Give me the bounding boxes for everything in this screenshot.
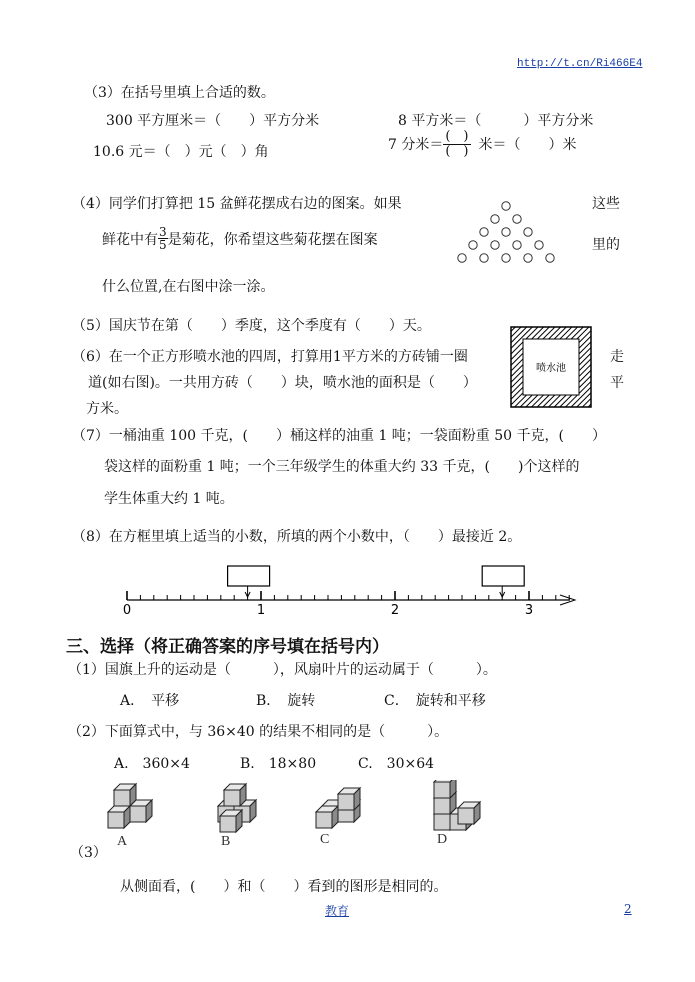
unit-cube (108, 806, 130, 828)
flower-pot[interactable] (491, 215, 499, 223)
s3-q2: （2）下面算式中，与 36×40 的结果不相同的是（ ）。 (68, 724, 449, 740)
q3-a1: 300 平方厘米＝（ ）平方分米 (106, 113, 320, 129)
answer-box[interactable] (228, 566, 270, 586)
flower-pot[interactable] (502, 202, 510, 210)
q4-line2-post: 是菊花，你希望这些菊花摆在图案 (167, 231, 378, 248)
flower-pot[interactable] (480, 228, 488, 236)
number-line (115, 562, 585, 622)
flower-pot[interactable] (502, 254, 510, 262)
q3-b2 (388, 130, 577, 158)
flower-pot[interactable] (491, 241, 499, 249)
unit-cube (220, 810, 242, 832)
s3-q3-text: 从侧面看，( ）和（ ）看到的图形是相同的。 (120, 879, 448, 895)
q3-b2-fraction (443, 130, 470, 158)
flower-pot[interactable] (458, 254, 466, 262)
flower-pot[interactable] (513, 215, 521, 223)
cube-label-c: C (320, 832, 330, 847)
q7-line3: 学生体重大约 1 吨。 (104, 491, 234, 507)
page-number[interactable]: 2 (624, 902, 632, 916)
answer-box[interactable] (482, 566, 524, 586)
flower-pot[interactable] (524, 228, 532, 236)
cube-label-a: A (117, 834, 128, 849)
fountain-pool-diagram (510, 326, 592, 408)
s3-q2-option-a: A. 360×4 (114, 756, 190, 772)
flower-pattern (440, 198, 580, 268)
s3-q1-option-b: B． 旋转 (256, 693, 316, 709)
footer-link[interactable]: 教育 (325, 904, 350, 918)
s3-q1-option-c: C． 旋转和平移 (384, 693, 486, 709)
q5-text: （5）国庆节在第（ ）季度，这个季度有（ ）天。 (72, 318, 431, 334)
unit-cube (114, 784, 136, 806)
q6-line1: （6）在一个正方形喷水池的四周，打算用1平方米的方砖铺一圈 (72, 349, 468, 365)
q7-line1: （7）一桶油重 100 千克，( ）桶这样的油重 1 吨；一袋面粉重 50 千克，( ） (72, 428, 606, 444)
q4-frac-den: 5 (159, 238, 167, 252)
flower-pot[interactable] (546, 254, 554, 262)
q4-frac-num: 3 (159, 225, 167, 239)
tick-label: 0 (122, 603, 132, 618)
q8-text: （8）在方框里填上适当的小数，所填的两个小数中，（ ）最接近 2。 (72, 529, 522, 545)
s3-q3-label: （3） (70, 845, 107, 861)
q4-line1: （4）同学们打算把 15 盆鲜花摆成右边的图案。如果 (72, 196, 402, 212)
unit-cube (434, 780, 456, 798)
q7-line2: 袋这样的面粉重 1 吨；一个三年级学生的体重大约 33 千克，( )个这样的 (104, 459, 580, 475)
q3-a2: 8 平方米＝（ ）平方分米 (398, 113, 594, 129)
q6-line1-right: 走 (610, 349, 624, 365)
q4-line1-right: 这些 (592, 196, 620, 212)
q4-fraction (158, 226, 168, 251)
tick-label: 1 (256, 603, 266, 618)
s3-q2-option-b: B. 18×80 (240, 756, 317, 772)
q3-b2-pre: 7 分米＝ (388, 137, 444, 154)
pool-label: 喷水池 (536, 363, 566, 374)
cube-label-b: B (221, 834, 231, 849)
section3-title: 三、选择（将正确答案的序号填在括号内） (66, 637, 389, 657)
q3-b2-num: ( ) (445, 129, 469, 144)
q4-line2-right: 里的 (592, 237, 620, 253)
s3-q2-option-c: C. 30×64 (358, 756, 435, 772)
q6-line2-right: 平 (610, 375, 624, 391)
q4-line3: 什么位置,在右图中涂一涂。 (102, 279, 275, 295)
q3-title: （3）在括号里填上合适的数。 (84, 85, 275, 101)
q3-b1: 10.6 元＝（ ）元（ ）角 (93, 144, 269, 160)
cube-label-d: D (437, 832, 448, 847)
flower-pot[interactable] (480, 254, 488, 262)
unit-cube (458, 802, 480, 824)
flower-pot[interactable] (469, 241, 477, 249)
q6-line3: 方米。 (86, 401, 128, 417)
header-url[interactable]: http://t.cn/Ri466E4 (517, 58, 643, 70)
unit-cube (224, 784, 246, 806)
flower-pot[interactable] (524, 254, 532, 262)
q6-line2: 道(如右图)。一共用方砖（ ）块，喷水池的面积是（ ） (88, 375, 477, 391)
flower-pot[interactable] (513, 241, 521, 249)
unit-cube (338, 788, 360, 810)
tick-label: 2 (390, 603, 400, 618)
q3-b2-post: 米＝（ ）米 (478, 137, 577, 154)
s3-q1-option-a: A． 平移 (120, 693, 180, 709)
unit-cube (316, 806, 338, 828)
q3-b2-den: ( ) (445, 143, 469, 159)
q4-line2-pre: 鲜花中有 (102, 231, 158, 248)
flower-pot[interactable] (502, 228, 510, 236)
s3-q1: （1）国旗上升的运动是（ ），风扇叶片的运动属于（ ）。 (68, 662, 497, 678)
tick-label: 3 (524, 603, 534, 618)
flower-pot[interactable] (535, 241, 543, 249)
q4-line2 (102, 226, 378, 251)
